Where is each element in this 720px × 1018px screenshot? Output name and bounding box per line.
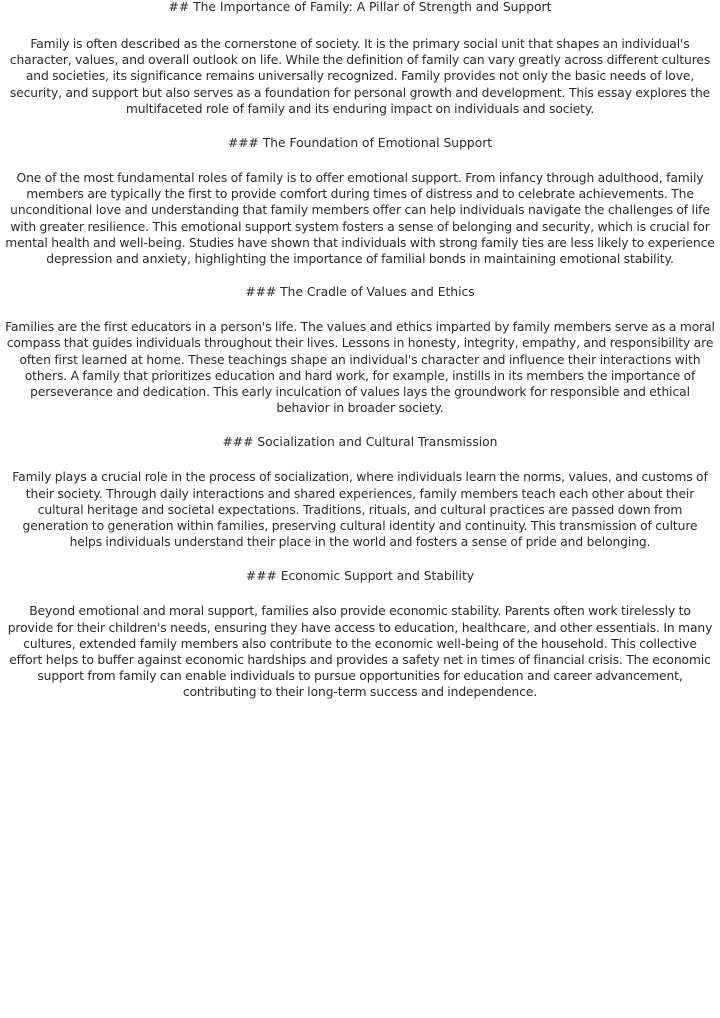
document-title: ## The Importance of Family: A Pillar of Strength and Support [168, 0, 552, 14]
section-heading-economic-support: ### Economic Support and Stability [245, 569, 475, 584]
section-body-economic-support: Beyond emotional and moral support, families also provide economic stability. Parents often work tirelessly to provide for their children's needs, ensuring they have access to education, healthcare, and other essentials. In many cultures, extended family members also contribute to the economic well-being of the household. This collective effort helps to buffer against economic hardships and provides a safety net in times of financial crisis. The economic support from family can enable individuals to pursue opportunities for education and career advancement, contributing to their long-term success and independence. [7, 604, 713, 700]
section-heading-values-ethics: ### The Cradle of Values and Ethics [245, 285, 475, 300]
section-body-emotional-support: One of the most fundamental roles of family is to offer emotional support. From infancy through adulthood, family members are typically the first to provide comfort during times of distress and to celebrate achievements. The unconditional love and understanding that family members offer can help individuals navigate the challenges of life with greater resilience. This emotional support system fosters a sense of belonging and security, which is crucial for mental health and well-being. Studies have shown that individuals with strong family ties are less likely to experience depression and anxiety, highlighting the importance of familial bonds in maintaining emotional stability. [5, 171, 715, 267]
intro-paragraph: Family is often described as the cornerstone of society. It is the primary social unit that shapes an individual's character, values, and overall outlook on life. While the definition of family can vary greatly across different cultures and societies, its significance remains universally recognized. Family provides not only the basic needs of love, security, and support but also serves as a foundation for personal growth and development. This essay explores the multifaceted role of family and its enduring impact on individuals and society. [9, 37, 711, 116]
section-heading-socialization: ### Socialization and Cultural Transmission [222, 435, 498, 450]
section-body-values-ethics: Families are the first educators in a person's life. The values and ethics imparted by family members serve as a moral compass that guides individuals throughout their lives. Lessons in honesty, integrity, empathy, and responsibility are often first learned at home. These teachings shape an individual's character and influence their interactions with others. A family that prioritizes education and hard work, for example, instills in its members the importance of perseverance and dedication. This early inculcation of values lays the groundwork for responsible and ethical behavior in broader society. [5, 320, 715, 416]
section-heading-emotional-support: ### The Foundation of Emotional Support [227, 136, 493, 151]
section-body-socialization: Family plays a crucial role in the process of socialization, where individuals learn the norms, values, and customs of their society. Through daily interactions and shared experiences, family members teach each other about their cultural heritage and societal expectations. Traditions, rituals, and cultural practices are passed down from generation to generation within families, preserving cultural identity and continuity. This transmission of culture helps individuals understand their place in the world and fosters a sense of pride and belonging. [12, 470, 708, 550]
